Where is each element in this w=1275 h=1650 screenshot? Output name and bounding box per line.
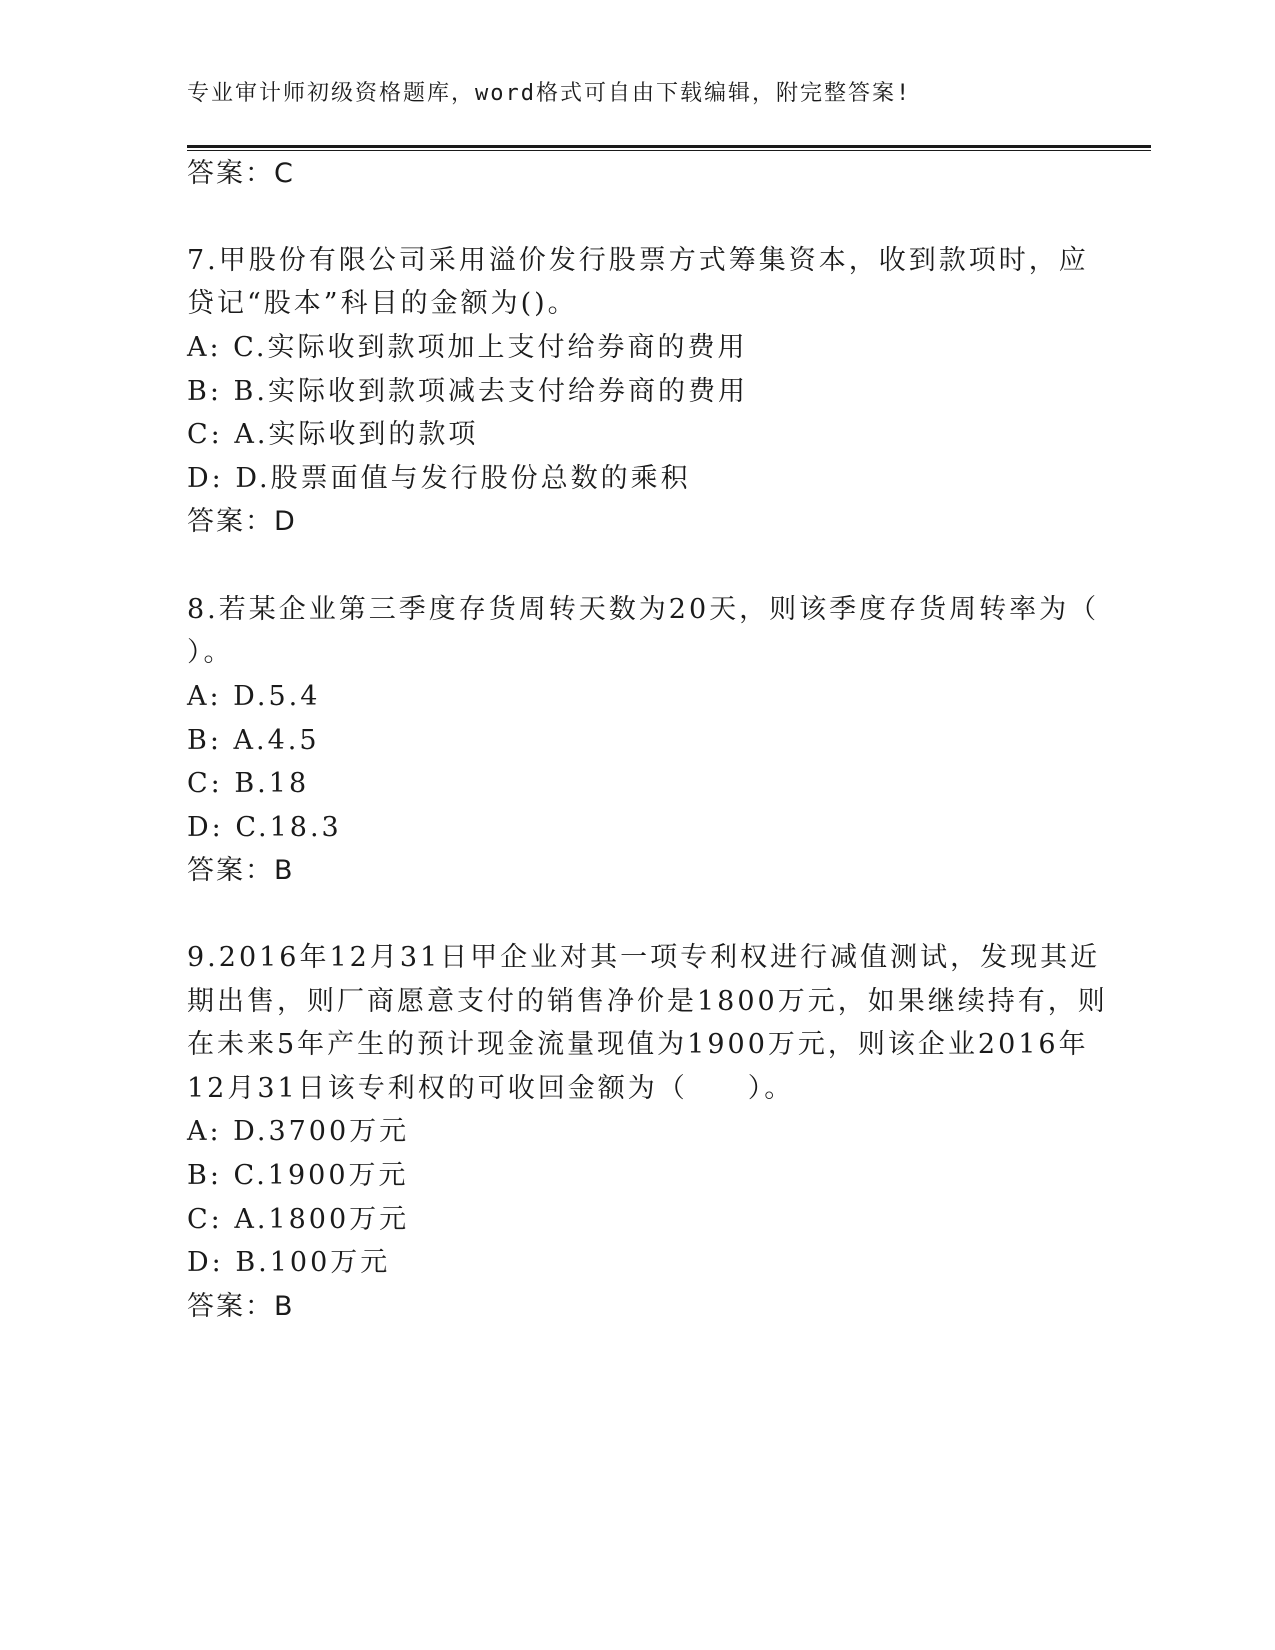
previous-answer: 答案：C (187, 158, 295, 189)
page-header: 专业审计师初级资格题库，word格式可自由下载编辑，附完整答案! (187, 81, 912, 106)
question-7-stem-line-2: 贷记“股本”科目的金额为()。 (187, 288, 578, 319)
question-9-answer: 答案：B (187, 1291, 295, 1322)
question-9-stem-line-3: 在未来5年产生的预计现金流量现值为1900万元，则该企业2016年 (187, 1029, 1089, 1060)
question-9-stem-line-1: 9.2016年12月31日甲企业对其一项专利权进行减值测试，发现其近 (187, 942, 1101, 973)
question-8-answer: 答案：B (187, 855, 295, 886)
question-7-option-c: C: A.实际收到的款项 (187, 419, 479, 450)
question-8-option-d: D: C.18.3 (187, 812, 342, 843)
question-8-stem-line-1: 8.若某企业第三季度存货周转天数为20天，则该季度存货周转率为（ (187, 594, 1100, 625)
question-9-option-d: D: B.100万元 (187, 1247, 391, 1278)
question-7-option-a: A: C.实际收到款项加上支付给券商的费用 (187, 332, 748, 363)
question-8-option-c: C: B.18 (187, 768, 310, 799)
question-7-answer: 答案：D (187, 506, 297, 537)
question-9-option-c: C: A.1800万元 (187, 1204, 410, 1235)
question-8-option-b: B: A.4.5 (187, 725, 320, 756)
question-9-option-a: A: D.3700万元 (187, 1116, 410, 1147)
question-9-stem-line-4: 12月31日该专利权的可收回金额为（ ）。 (187, 1073, 795, 1104)
header-divider-thin (187, 150, 1151, 151)
question-7-stem-line-1: 7.甲股份有限公司采用溢价发行股票方式筹集资本，收到款项时，应 (187, 245, 1089, 276)
question-8-option-a: A: D.5.4 (187, 681, 321, 712)
question-7-option-b: B: B.实际收到款项减去支付给券商的费用 (187, 376, 748, 407)
header-divider (187, 145, 1151, 148)
question-9-option-b: B: C.1900万元 (187, 1160, 409, 1191)
question-9-stem-line-2: 期出售，则厂商愿意支付的销售净价是1800万元，如果继续持有，则 (187, 986, 1108, 1017)
question-7-option-d: D: D.股票面值与发行股份总数的乘积 (187, 463, 691, 494)
question-8-stem-line-2: ）。 (187, 637, 234, 668)
